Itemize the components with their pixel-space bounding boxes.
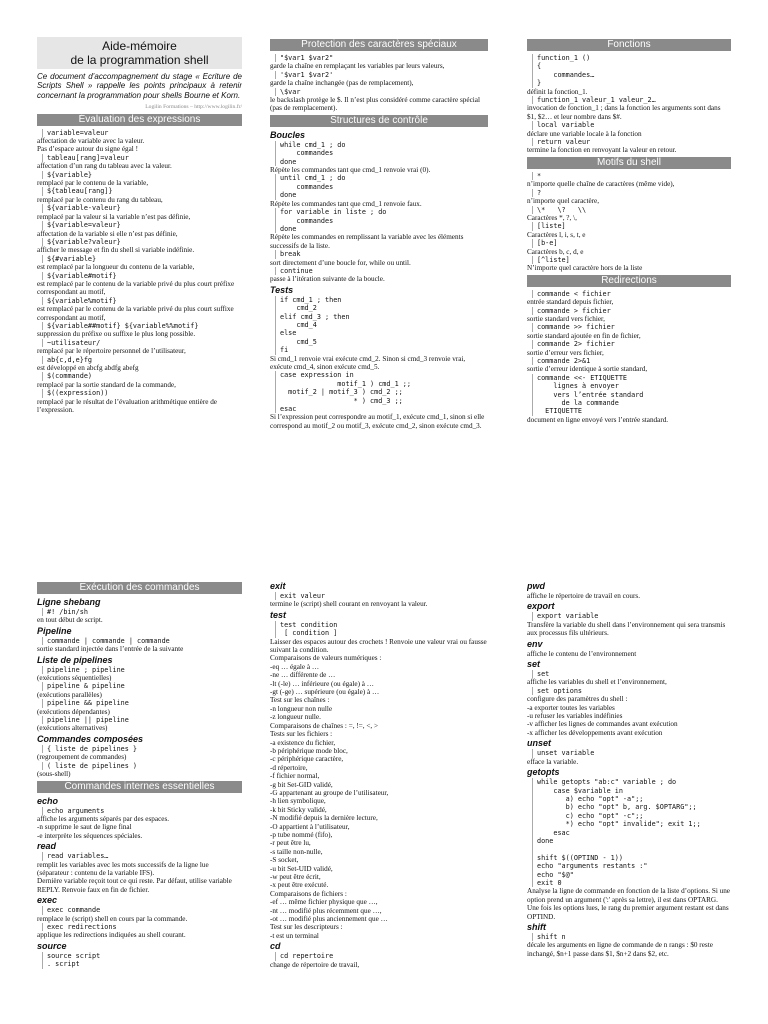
code-snippet: tableau[rang]=valeur <box>42 154 242 162</box>
code-snippet: ( liste de pipelines ) <box>42 762 242 770</box>
section-evaluation-expressions: Évaluation des expressions <box>37 114 242 126</box>
subheading: Pipeline <box>37 625 72 636</box>
description-text: passe à l’itération suivante de la boucle. <box>270 275 385 284</box>
description-text: suppression du préfixe ou suffixe le plus long possible. <box>37 330 196 339</box>
description-text: déclare une variable locale à la fonction <box>527 129 642 138</box>
description-text: invocation de fonction_1 ; dans la fonction les arguments sont dans $1, $2… et leur nombre dans $#. <box>527 104 721 121</box>
description-text: termine la fonction en renvoyant la valeur en retour. <box>527 146 677 155</box>
code-snippet: $((expression)) <box>42 389 242 397</box>
section-protection-caracteres: Protection des caractères spéciaux <box>270 39 488 51</box>
code-snippet: pipeline ; pipeline <box>42 666 242 674</box>
subheading-items <box>37 745 242 779</box>
description-text: est développé en abcfg abdfg abefg <box>37 364 139 372</box>
subheading: set <box>527 659 541 670</box>
description-text: affiche les variables du shell et l’environnement, <box>527 678 667 687</box>
subheading: read <box>37 841 57 852</box>
code-snippet: exec commande <box>42 906 242 914</box>
description-text: le backslash protège le $. Il n’est plus considéré comme caractère spécial (pas de remplacement). <box>270 96 480 113</box>
subheading: pwd <box>527 581 545 591</box>
description-text: Transfère la variable du shell dans l’environnement qui sera transmis aux processus fils ultérieurs. <box>527 620 726 638</box>
code-snippet: [b-e] <box>532 239 731 247</box>
subheading: exit <box>270 581 286 591</box>
pwd-to-shift-groups <box>527 581 731 958</box>
code-snippet: commande < fichier <box>532 290 731 298</box>
subheading-items <box>527 749 731 766</box>
code-snippet: ${variable##motif} ${variable%%motif} <box>42 322 242 330</box>
protection-list <box>270 54 488 113</box>
code-snippet: source script . script <box>42 952 242 969</box>
description-text: affiche le contenu de l’environnement <box>527 649 637 658</box>
code-snippet: exit valeur <box>275 592 488 600</box>
section-fonctions: Fonctions <box>527 39 731 51</box>
code-snippet: case expression in motif_1 ) cmd_1 ;; motif_2 | motif_3 ) cmd_2 ;; * ) cmd_3 ;; esac <box>275 371 488 413</box>
description-text: change de répertoire de travail, <box>270 960 360 969</box>
description-text: remplacé par la valeur si la variable n’est pas définie, <box>37 212 191 221</box>
code-snippet: read variables… <box>42 852 242 860</box>
internes-groups <box>37 796 242 969</box>
code-snippet: \$var <box>275 88 488 96</box>
description-text: décale les arguments en ligne de commande de n rangs : $0 reste inchangé, $n+1 passe dans $1, $n+2 dans $2, etc. <box>527 941 713 958</box>
description-text: remplacé par le répertoire personnel de l’utilisateur, <box>37 347 186 356</box>
subheading-items <box>527 670 731 737</box>
tests-list <box>270 296 488 431</box>
subheading: export <box>527 601 555 612</box>
intro-paragraph: Ce document d’accompagnement du stage « Ecriture de Scripts Shell » rappelle les points principaux à retenir concernant la programmation pour shells Bourne et Korn. <box>37 72 242 100</box>
subheading: unset <box>527 738 552 749</box>
code-snippet: pipeline || pipeline <box>42 716 242 724</box>
code-snippet: local variable <box>532 121 731 129</box>
description-text: Si cmd_1 renvoie vrai exécute cmd_2. Sinon si cmd_3 renvoie vrai, exécute cmd_4, sinon exécute cmd_5. <box>270 354 466 371</box>
code-snippet: #! /bin/sh <box>42 608 242 616</box>
motifs-list <box>527 172 731 273</box>
code-snippet: ${variable} <box>42 171 242 179</box>
description-text: Caractères l, i, s, t, e <box>527 230 586 239</box>
subheading-items <box>37 852 242 894</box>
subheading-items <box>527 650 731 658</box>
subheading: Commandes composées <box>37 733 144 744</box>
code-snippet: [liste] <box>532 222 731 230</box>
code-snippet: ${variable%motif} <box>42 297 242 305</box>
code-snippet: continue <box>275 267 488 275</box>
page2-column-2 <box>270 580 488 1024</box>
code-snippet: * <box>532 172 731 180</box>
description-text: applique les redirections indiquées au shell courant. <box>37 931 186 940</box>
description-text: affectation d’un rang du tableau avec la valeur. <box>37 162 172 171</box>
execution-groups <box>37 597 242 779</box>
code-snippet: '$var1 $var2' <box>275 71 488 79</box>
description-text: est remplacé par la longueur du contenu de la variable, <box>37 263 195 272</box>
page1-column-2 <box>270 37 488 507</box>
description-text: sortie standard ajoutée en fin de fichier, <box>527 331 641 340</box>
code-snippet: exec redirections <box>42 923 242 931</box>
document-title: Aide-mémoire de la programmation shell <box>37 37 242 69</box>
description-text: (exécutions séquentielles) <box>37 674 112 683</box>
description-text: (exécutions parallèles) <box>37 690 102 699</box>
page1-column-1 <box>37 37 242 507</box>
description-text: efface la variable. <box>527 757 579 766</box>
code-snippet: commande 2>&1 <box>532 357 731 365</box>
subheading-items <box>37 608 242 625</box>
code-snippet: $(commande) <box>42 372 242 380</box>
code-snippet: commande <<- ETIQUETTE lignes à envoyer vers l’entrée standard de la commande ETIQUETTE <box>532 374 731 416</box>
description-text: sortie standard vers fichier, <box>527 314 605 323</box>
description-text: est remplacé par le contenu de la variable privé du plus court préfixe correspondant au motif, <box>37 279 235 297</box>
code-snippet: pipeline & pipeline <box>42 682 242 690</box>
code-snippet: ${tableau[rang]} <box>42 187 242 195</box>
subheading-items <box>270 621 488 940</box>
code-snippet: pipeline && pipeline <box>42 699 242 707</box>
code-snippet: "$var1 $var2" <box>275 54 488 62</box>
code-snippet: ${variable=valeur} <box>42 221 242 229</box>
description-text: Caractères b, c, d, e <box>527 247 584 256</box>
redirections-list <box>527 290 731 425</box>
description-text: sortie d’erreur vers fichier, <box>527 348 604 357</box>
code-snippet: commande > fichier <box>532 307 731 315</box>
description-text: Répète les commandes tant que cmd_1 renvoie vrai (0). <box>270 166 431 175</box>
code-snippet: break <box>275 250 488 258</box>
section-redirections: Redirections <box>527 275 731 287</box>
description-text: (regroupement de commandes) <box>37 753 127 762</box>
subheading-items <box>37 666 242 733</box>
code-snippet: ab{c,d,e}fg <box>42 356 242 364</box>
code-snippet: return valeur <box>532 138 731 146</box>
code-snippet: ${#variable} <box>42 255 242 263</box>
code-snippet: ${variable-valeur} <box>42 204 242 212</box>
page2-column-3 <box>527 580 731 1024</box>
description-text: est remplacé par le contenu de la variable privé du plus court suffixe correspondant au motif, <box>37 305 234 322</box>
code-snippet: ~utilisateur/ <box>42 339 242 347</box>
code-snippet: \* \? \\ <box>532 206 731 214</box>
code-snippet: test condition [ condition ] <box>275 621 488 638</box>
description-text: remplacé par le contenu de la variable, <box>37 179 149 188</box>
description-text: définit la fonction_1. <box>527 87 588 96</box>
code-snippet: echo arguments <box>42 807 242 815</box>
subheading-items <box>37 952 242 969</box>
description-text: remplace le (script) shell en cours par la commande. <box>37 914 188 923</box>
code-snippet: commande >> fichier <box>532 323 731 331</box>
page2-column-1 <box>37 580 242 1024</box>
subheading-items <box>37 906 242 940</box>
description-text: en tout début de script. <box>37 616 103 625</box>
code-snippet: [^liste] <box>532 256 731 264</box>
description-text: Si l’expression peut correspondre au motif_1, exécute cmd_1, sinon si elle correspond au motif_2 ou motif_3, exécute cmd_2, sinon exécute cmd_3. <box>270 413 485 430</box>
description-text: remplacé par la sortie standard de la commande, <box>37 380 176 389</box>
subheading-items <box>270 952 488 969</box>
subheading-items <box>527 592 731 600</box>
description-text: remplacé par le contenu du rang du tableau, <box>37 195 163 204</box>
code-snippet: while getopts "ab:c" variable ; do case $variable in a) echo "opt" -a";; b) echo "opt" b, arg. $OPTARG";; c) echo "opt" -c";; *) echo "opt" invalide"; exit 1;; esac done shift $((OPTIND - 1)) echo "arguments restants :" echo "$@" exit 0 <box>532 778 731 887</box>
heading-boucles: Boucles <box>270 129 306 140</box>
description-text: garde la chaîne en remplaçant les variables par leurs valeurs, <box>270 62 445 71</box>
description-text: Répète les commandes tant que cmd_1 renvoie faux. <box>270 199 422 208</box>
description-text: n’importe quel caractère, <box>527 197 600 206</box>
description-text: sortie d’erreur identique à sortie standard, <box>527 365 648 374</box>
description-text: garde la chaîne inchangée (pas de remplacement), <box>270 79 414 88</box>
code-snippet: while cmd_1 ; do commandes done <box>275 141 488 166</box>
code-snippet: cd repertoire <box>275 952 488 960</box>
code-snippet: function_1 valeur_1 valeur_2… <box>532 96 731 104</box>
code-snippet: for variable in liste ; do commandes done <box>275 208 488 233</box>
subheading: test <box>270 609 287 620</box>
code-snippet: commande 2> fichier <box>532 340 731 348</box>
description-text: remplit les variables avec les mots successifs de la ligne lue (séparateur : contenu de la variable IFS). Dernière variable reçoit tout ce qui reste. Par défaut, utilise variable REPLY. Renvoie faux en fin de fichier. <box>37 860 232 894</box>
credit-line: Logilin Formations – http://www.logilin.fr/ <box>145 104 242 111</box>
description-text: Analyse la ligne de commande en fonction de la liste d’options. Si une option prend un argument (':' après sa lettre), il est dans OPTARG. Une fois les options lues, le rang du premier argument restant est dans OPTIND. <box>527 887 730 921</box>
description-text: affectation de la variable si elle n’est pas définie, <box>37 229 178 238</box>
code-snippet: ${variable#motif} <box>42 272 242 280</box>
subheading: Liste de pipelines <box>37 654 113 665</box>
code-snippet: until cmd_1 ; do commandes done <box>275 174 488 199</box>
subheading-items <box>37 807 242 841</box>
code-snippet: ? <box>532 189 731 197</box>
description-text: n’importe quelle chaîne de caractères (même vide), <box>527 180 675 189</box>
page1-column-3 <box>527 37 731 507</box>
description-text: (exécutions alternatives) <box>37 724 108 733</box>
code-snippet: { liste de pipelines } <box>42 745 242 753</box>
subheading: shift <box>527 922 546 932</box>
section-commandes-internes: Commandes internes essentielles <box>37 781 242 793</box>
description-text: remplacé par le résultat de l’évaluation arithmétique entière de l’expression. <box>37 397 217 415</box>
code-snippet: set options <box>532 687 731 695</box>
subheading-items <box>527 933 731 958</box>
description-text: sort directement d’une boucle for, while ou until. <box>270 258 411 267</box>
description-text: affiche les arguments séparés par des espaces. -n supprime le saut de ligne final -e interprète les séquences spéciales. <box>37 814 170 840</box>
description-text: document en ligne envoyé vers l’entrée standard. <box>527 415 669 424</box>
subheading: getopts <box>527 767 560 778</box>
subheading: source <box>37 940 67 951</box>
description-text: sortie standard injectée dans l’entrée de la suivante <box>37 645 184 654</box>
code-snippet: shift n <box>532 933 731 941</box>
code-snippet: set <box>532 670 731 678</box>
description-text: termine le (script) shell courant en renvoyant la valeur. <box>270 600 428 609</box>
subheading-items <box>527 612 731 637</box>
section-motifs-shell: Motifs du shell <box>527 157 731 169</box>
subheading: Ligne shebang <box>37 597 101 607</box>
evaluation-list <box>37 129 242 415</box>
description-text: Caractères *, ?, \, <box>527 213 577 222</box>
code-snippet: if cmd_1 ; then cmd_2 elif cmd_3 ; then cmd_4 else cmd_5 fi <box>275 296 488 355</box>
description-text: entrée standard depuis fichier, <box>527 298 614 307</box>
subheading-items <box>270 592 488 609</box>
heading-tests: Tests <box>270 284 294 295</box>
subheading: env <box>527 638 543 649</box>
boucles-list <box>270 141 488 284</box>
description-text: (exécutions dépendantes) <box>37 707 110 716</box>
section-structures-controle: Structures de contrôle <box>270 115 488 127</box>
subheading: exec <box>37 895 58 906</box>
description-text: affectation de variable avec la valeur. Pas d’espace autour du signe égal ! <box>37 137 145 154</box>
description-text: Répète les commandes en remplissant la variable avec les éléments successifs de la liste. <box>270 233 464 250</box>
exit-test-cd-groups <box>270 581 488 969</box>
subheading-items <box>37 637 242 654</box>
fonctions-list <box>527 54 731 155</box>
code-snippet: unset variable <box>532 749 731 757</box>
description-text: afficher le message et fin du shell si variable indéfinie. <box>37 246 195 255</box>
description-text: N’importe quel caractère hors de la liste <box>527 264 643 273</box>
code-snippet: export variable <box>532 612 731 620</box>
section-execution-commandes: Exécution des commandes <box>37 582 242 594</box>
subheading: cd <box>270 941 281 952</box>
code-snippet: ${variable?valeur} <box>42 238 242 246</box>
description-text: Laisser des espaces autour des crochets ! Renvoie une valeur vrai ou fausse suivant la condition. Comparaisons de valeurs numériques : -eq … égale à … -ne … différente de … -lt (-le) … inférieure (ou égale) à … -gt (-ge) … supérieure (ou égale) à … Test sur les chaînes : -n longueur non nulle -z longueur nulle. Comparaisons de chaînes : =, !=, <, > Tests sur les fichiers : -a existence du fichier, -b périphérique mode bloc, -c périphérique caractère, -d répertoire, -f fichier normal, -g bit Set-GID validé, -G appartenant au groupe de l’utilisateur, -h lien symbolique, -k bit Sticky validé, -N modifié depuis la dernière lecture, -O appartient à l’utilisateur, -p tube nommé (fifo), -r peut être lu, -s taille non-nulle, -S socket, -u bit Set-UID validé, -w peut être écrit, -x peut être exécuté. Comparaisons de fichiers : -ef … même fichier physique que …, -nt … modifié plus récemment que …, -ot … modifié plus anciennement que … Test sur les descripteurs : -t est un terminal <box>270 637 487 940</box>
code-snippet: commande | commande | commande <box>42 637 242 645</box>
description-text: affiche le répertoire de travail en cours. <box>527 592 641 600</box>
code-snippet: function_1 () { commandes… } <box>532 54 731 88</box>
description-text: (sous-shell) <box>37 770 71 779</box>
subheading-items <box>527 778 731 921</box>
subheading: echo <box>37 795 59 806</box>
code-snippet: variable=valeur <box>42 129 242 137</box>
description-text: configure des paramètres du shell : -a exporter toutes les variables -u refuser les variables indéfinies -v afficher les lignes de commandes avant exécution -x afficher les développements avant exécution <box>527 695 678 737</box>
